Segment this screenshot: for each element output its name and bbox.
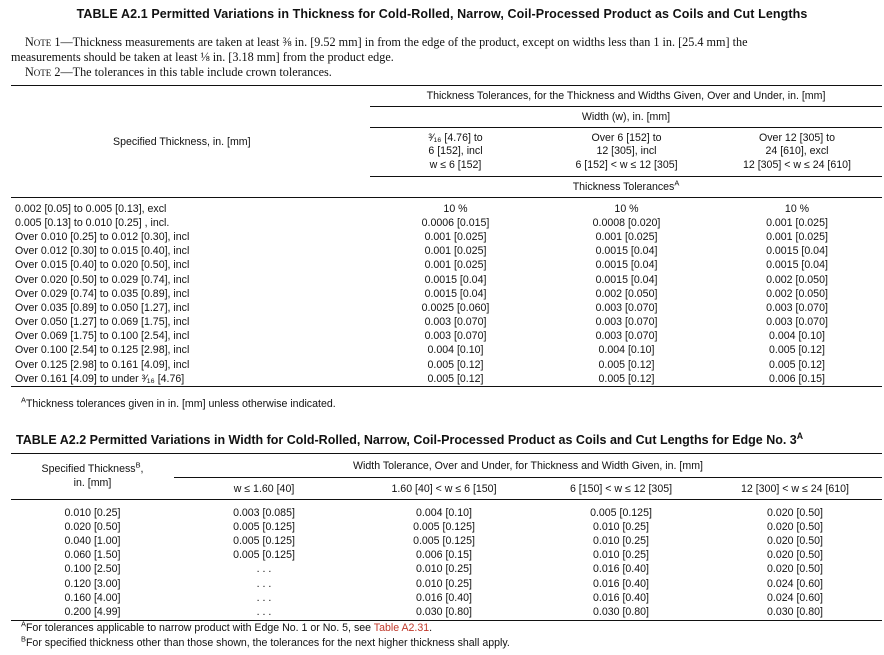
t2-header-group: Width Tolerance, Over and Under, for Thickness and Width Given, in. [mm] [174, 454, 882, 478]
row-label: Over 0.100 [2.54] to 0.125 [2.98], incl [15, 344, 190, 357]
cell-width-3: 0.002 [0.050] [766, 287, 828, 300]
cell-width-3: 0.010 [0.25] [593, 549, 649, 562]
t1-row-header: Specified Thickness, in. [mm] [11, 86, 370, 198]
cell-width-2: 0.005 [0.125] [413, 520, 475, 533]
cell-width-2: 0.004 [0.10] [416, 506, 472, 519]
cell-width-1: 0.0015 [0.04] [424, 273, 487, 286]
footnote-a-mark: A [674, 178, 680, 188]
cell-width-1: 10 % [443, 202, 468, 215]
row-label: 0.005 [0.13] to 0.010 [0.25] , incl. [15, 216, 170, 229]
cell-width-4: 0.020 [0.50] [767, 534, 823, 547]
cell-width-3: 10 % [784, 202, 810, 215]
row-label: Over 0.015 [0.40] to 0.020 [0.50], incl [15, 259, 190, 272]
cell-width-4: 0.030 [0.80] [708, 605, 882, 620]
row-label: 0.020 [0.50] [64, 520, 121, 533]
cell-width-2: 0.006 [0.15] [416, 549, 472, 562]
table-row [11, 316, 882, 330]
cell-width-3: 0.0015 [0.04] [766, 245, 828, 258]
t1-col-3-header: Over 12 [305] to 24 [610], excl 12 [305] < w ≤ 24 [610] [712, 128, 882, 177]
table-row [11, 500, 882, 521]
cell-width-2: 0.010 [0.25] [416, 577, 472, 590]
cell-width-1: 0.0006 [0.015] [421, 216, 490, 229]
cell-width-1: . . . [256, 591, 272, 604]
cell-width-3: 0.010 [0.25] [593, 534, 649, 547]
table-row [11, 358, 882, 372]
t2-col-4-header: 12 [300] < w ≤ 24 [610] [708, 478, 882, 500]
table-row [11, 563, 882, 577]
width-tolerance-table [11, 453, 882, 621]
table2-title: TABLE A2.2 Permitted Variations in Width for Cold-Rolled, Narrow, Coil-Processed Product as Coils and Cut Lengths for Edge No. $3^A$ [16, 430, 804, 447]
t2-header-row-1 [11, 454, 882, 478]
t2-col-3-header: 6 [150] < w ≤ 12 [305] [534, 478, 708, 500]
row-label: Over 0.012 [0.30] to 0.015 [0.40], incl [15, 245, 190, 258]
row-label: 0.160 [4.00] [64, 591, 121, 604]
row-label: 0.200 [4.99] [11, 605, 174, 620]
cell-width-3: 0.0015 [0.04] [766, 259, 828, 272]
row-label: Over 0.161 [4.09] to under ³⁄₁₆ [4.76] [11, 372, 370, 387]
cell-width-3: 0.004 [0.10] [769, 330, 825, 343]
cell-width-3: 0.016 [0.40] [593, 563, 649, 576]
cell-width-1: 0.005 [0.12] [370, 372, 541, 387]
table-row [11, 372, 882, 387]
cell-width-3: 0.006 [0.15] [712, 372, 882, 387]
table-a2-31-link[interactable]: Table A2.31 [373, 622, 430, 634]
row-label: Over 0.050 [1.27] to 0.069 [1.75], incl [15, 316, 190, 329]
t2-col-2-header: 1.60 [40] < w ≤ 6 [150] [354, 478, 534, 500]
cell-width-3: 0.001 [0.025] [766, 230, 828, 243]
cell-width-1: 0.001 [0.025] [424, 259, 487, 272]
cell-width-2: 0.003 [0.070] [595, 316, 658, 329]
t1-footnote: $^A$Thickness tolerances given in in. [mm] unless otherwise indicated. [21, 395, 336, 410]
cell-width-4: 0.020 [0.50] [767, 506, 823, 519]
note-1-label: Note 1 [25, 35, 61, 49]
t2-footnote-a: $^A$For tolerances applicable to narrow product with Edge No. 1 or No. 5, see Table A2.31. [21, 619, 433, 634]
row-label: Over 0.020 [0.50] to 0.029 [0.74], incl [15, 273, 190, 286]
cell-width-4: 0.024 [0.60] [767, 591, 823, 604]
t1-body [11, 198, 882, 387]
table-row [11, 520, 882, 534]
note-2-label: Note 2 [25, 65, 61, 79]
t1-header-group: Thickness Tolerances, for the Thickness and Widths Given, Over and Under, in. [mm] [370, 86, 882, 107]
table-row [11, 605, 882, 620]
table1-notes [11, 35, 881, 80]
table-row [11, 577, 882, 591]
t1-col-2-header: Over 6 [152] to 12 [305], incl 6 [152] < w ≤ 12 [305] [541, 128, 712, 177]
cell-width-3: 0.005 [0.125] [590, 506, 652, 519]
row-label: 0.040 [1.00] [64, 534, 121, 547]
cell-width-1: 0.003 [0.070] [424, 330, 487, 343]
table-row [11, 198, 882, 217]
cell-width-1: . . . [174, 605, 354, 620]
t2-body [11, 500, 882, 621]
cell-width-1: 0.003 [0.070] [424, 316, 487, 329]
cell-width-3: 0.010 [0.25] [593, 520, 649, 533]
note-1 [11, 35, 881, 50]
cell-width-3: 0.005 [0.12] [769, 344, 825, 357]
cell-width-2: 0.030 [0.80] [354, 605, 534, 620]
cell-width-3: 0.001 [0.025] [766, 216, 828, 229]
note-1-continuation: measurements should be taken at least ⅛ in. [3.18 mm] from the product edge. [11, 50, 394, 64]
row-label: 0.120 [3.00] [64, 577, 121, 590]
t1-width-header: Width (w), in. [mm] [370, 107, 882, 128]
note-2-text: —The tolerances in this table include crown tolerances. [60, 65, 332, 79]
table-row [11, 344, 882, 358]
row-label: Over 0.010 [0.25] to 0.012 [0.30], incl [15, 230, 190, 243]
cell-width-2: 0.0015 [0.04] [595, 259, 658, 272]
table-row [11, 216, 882, 230]
cell-width-3: 0.003 [0.070] [766, 316, 828, 329]
cell-width-3: 0.003 [0.070] [766, 301, 828, 314]
t1-header-row-1 [11, 86, 882, 107]
row-label: Over 0.125 [2.98] to 0.161 [4.09], incl [15, 358, 190, 371]
cell-width-2: 0.005 [0.12] [541, 372, 712, 387]
title-footnote-mark: A [796, 430, 804, 441]
table-row [11, 549, 882, 563]
cell-width-2: 0.005 [0.12] [598, 358, 655, 371]
cell-width-1: 0.005 [0.12] [427, 358, 484, 371]
cell-width-4: 0.020 [0.50] [767, 563, 823, 576]
cell-width-3: 0.030 [0.80] [534, 605, 708, 620]
cell-width-2: 0.005 [0.125] [413, 534, 475, 547]
cell-width-2: 0.0008 [0.020] [592, 216, 661, 229]
table-row [11, 287, 882, 301]
cell-width-2: 0.016 [0.40] [416, 591, 472, 604]
cell-width-2: 0.0015 [0.04] [595, 273, 658, 286]
cell-width-2: 0.0015 [0.04] [595, 245, 658, 258]
cell-width-3: 0.002 [0.050] [766, 273, 828, 286]
cell-width-1: . . . [256, 577, 272, 590]
row-label: 0.010 [0.25] [64, 506, 121, 519]
cell-width-2: 0.002 [0.050] [595, 287, 658, 300]
table-row [11, 245, 882, 259]
note-2 [11, 65, 881, 80]
row-label: 0.002 [0.05] to 0.005 [0.13], excl [15, 202, 167, 215]
cell-width-3: 0.016 [0.40] [593, 577, 649, 590]
cell-width-1: 0.003 [0.085] [233, 506, 295, 519]
note-1-text: —Thickness measurements are taken at least ⅜ in. [9.52 mm] in from the edge of the product, except on widths less than 1 in. [25.4 mm] the [60, 35, 748, 49]
table-row [11, 259, 882, 273]
cell-width-1: . . . [256, 563, 272, 576]
t1-subheader: Thickness Tolerances$^A$ [370, 177, 882, 198]
cell-width-1: 0.005 [0.125] [233, 520, 295, 533]
table-row [11, 330, 882, 344]
t2-footnote-b: $^B$For specified thickness other than those shown, the tolerances for the next higher thickness shall apply. [21, 634, 510, 649]
cell-width-1: 0.005 [0.125] [233, 549, 295, 562]
row-label: Over 0.035 [0.89] to 0.050 [1.27], incl [15, 301, 190, 314]
cell-width-1: 0.005 [0.125] [233, 534, 295, 547]
table-row [11, 273, 882, 287]
cell-width-2: 0.001 [0.025] [595, 230, 658, 243]
cell-width-3: 0.016 [0.40] [593, 591, 649, 604]
table-row [11, 301, 882, 315]
cell-width-2: 0.010 [0.25] [416, 563, 472, 576]
t2-col-1-header: w ≤ 1.60 [40] [174, 478, 354, 500]
cell-width-1: 0.004 [0.10] [427, 344, 484, 357]
thickness-tolerance-table [11, 85, 882, 387]
table-row [11, 534, 882, 548]
cell-width-2: 0.004 [0.10] [598, 344, 655, 357]
row-label: 0.060 [1.50] [64, 549, 121, 562]
cell-width-4: 0.020 [0.50] [767, 520, 823, 533]
cell-width-2: 0.003 [0.070] [595, 330, 658, 343]
row-label: 0.100 [2.50] [64, 563, 121, 576]
row-label: Over 0.029 [0.74] to 0.035 [0.89], incl [15, 287, 190, 300]
table-row [11, 230, 882, 244]
cell-width-2: 10 % [614, 202, 639, 215]
cell-width-2: 0.003 [0.070] [595, 301, 658, 314]
t1-col-1-header: ³⁄₁₆ [4.76] to 6 [152], incl w ≤ 6 [152] [370, 128, 541, 177]
t2-row-header: Specified Thickness$^B$, in. [mm] [11, 454, 174, 500]
cell-width-1: 0.0025 [0.060] [421, 301, 490, 314]
table1-title: TABLE A2.1 Permitted Variations in Thickness for Cold-Rolled, Narrow, Coil-Processed Product as Coils and Cut Lengths [76, 7, 808, 21]
cell-width-1: 0.001 [0.025] [424, 245, 487, 258]
table-row [11, 591, 882, 605]
row-label: Over 0.069 [1.75] to 0.100 [2.54], incl [15, 330, 190, 343]
cell-width-4: 0.020 [0.50] [767, 549, 823, 562]
cell-width-1: 0.0015 [0.04] [424, 287, 487, 300]
cell-width-3: 0.005 [0.12] [769, 358, 825, 371]
cell-width-1: 0.001 [0.025] [424, 230, 487, 243]
cell-width-4: 0.024 [0.60] [767, 577, 823, 590]
